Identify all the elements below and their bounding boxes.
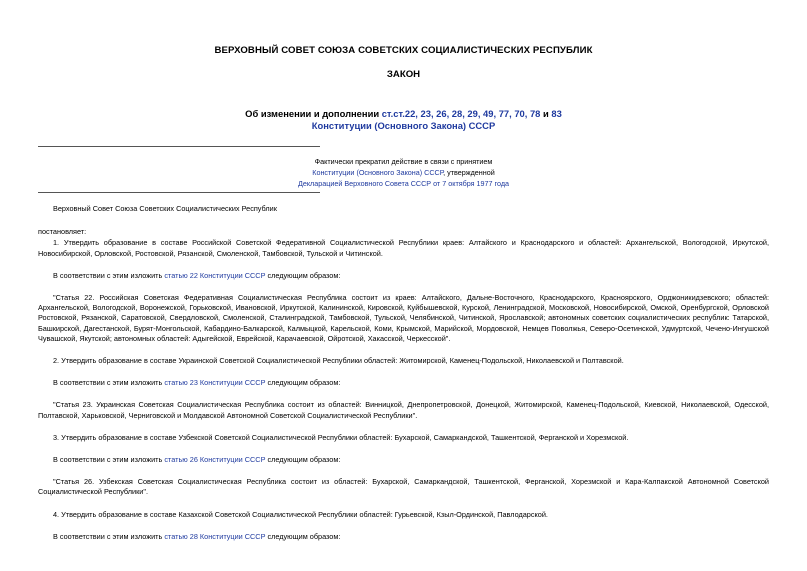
accord-paragraph-22 bbox=[38, 271, 769, 281]
notice-constitution-link[interactable]: Конституции (Основного Закона) СССР bbox=[312, 168, 444, 177]
article-28-link[interactable]: статью 28 Конституции СССР bbox=[164, 531, 266, 541]
resolves-paragraph: постановляет: bbox=[38, 227, 87, 237]
item-3-paragraph: 3. Утвердить образование в составе Узбекской Советской Социалистической Республики областей: Бухарской, Самаркандской, Ташкентской, Ферганской и Хорезмской. bbox=[53, 432, 629, 442]
subject-article-83-link[interactable]: 83 bbox=[551, 108, 562, 119]
item-4-paragraph: 4. Утвердить образование в составе Казахской Советской Социалистической Республики областей: Гурьевской, Кзыл-Ординской, Павлодарской. bbox=[53, 509, 548, 519]
accord-suffix: следующим образом: bbox=[267, 531, 341, 541]
accord-prefix: В соответствии с этим изложить bbox=[53, 455, 163, 465]
notice-line-3 bbox=[38, 178, 769, 189]
accord-paragraph-28 bbox=[38, 532, 769, 542]
document-body bbox=[38, 204, 769, 542]
accord-suffix: следующим образом: bbox=[267, 455, 341, 465]
document-subject bbox=[38, 108, 769, 132]
accord-paragraph-26 bbox=[38, 455, 769, 465]
subject-and: и bbox=[543, 108, 549, 119]
accord-suffix: следующим образом: bbox=[267, 378, 341, 388]
subject-articles-link[interactable]: ст.ст.22, 23, 26, 28, 29, 49, 77, 70, 78 bbox=[381, 108, 541, 119]
notice-declaration-link[interactable]: Декларацией Верховного Совета СССР от 7 октября 1977 года bbox=[297, 179, 510, 188]
accord-prefix: В соответствии с этим изложить bbox=[53, 270, 163, 280]
article-26-link[interactable]: статью 26 Конституции СССР bbox=[164, 455, 266, 465]
article-22-text: "Статья 22. Российская Советская Федеративная Социалистическая Республика состоит из краев: Алтайского, Дальне-Восточного, Краснодарского, Красноярского, Орджоникидзевского; областей: Архангельской, Вологодской, Воронежской, Горьковской, Ивановской, Иркутской, Калининской, Кировской, Куйбышевской, Курской, Ленинградской, Московской, Новосибирской, Омской, Оренбургской, Орловской Ростовской, Рязанской, Саратовской, Свердловской, Смоленской, Сталинградской, Тамбовской, Тульской, Челябинской, Читинской, Ярославской; автономных советских социалистических республик: Татарской, Башкирской, Дагестанской, Бурят-Монгольской, Кабардино-Балкарской, Калмыцкой, Карельской, Коми, Крымской, Марийской, Мордовской, Немцев Поволжья, Северо-Осетинской, Удмуртской, Чечено-Ингушской Чувашской, Якутской; автономных областей: Адыгейской, Еврейской, Карачаевской, Ойротской, Хакасской, Черкесской". bbox=[38, 293, 769, 343]
subject-constitution-link[interactable]: Конституции (Основного Закона) СССР bbox=[311, 120, 496, 131]
notice-line: Фактически прекратил действие в связи с принятием bbox=[314, 157, 493, 166]
item-2-paragraph: 2. Утвердить образование в составе Украинской Советской Социалистической Республики областей: Житомирской, Каменец-Подольской, Николаевской и Полтавской. bbox=[53, 356, 624, 366]
article-23-text: "Статья 23. Украинская Советская Социалистическая Республика состоит из областей: Винницкой, Днепропетровской, Донецкой, Житомирской, Каменец-Подольской, Киевской, Николаевской, Одесской, Полтавской, Харьковской, Черниговской и Молдавской Автономной Советской Социалистической Республики". bbox=[38, 400, 769, 420]
divider-top bbox=[38, 146, 320, 147]
divider-bottom bbox=[38, 192, 320, 193]
intro-paragraph: Верховный Совет Союза Советских Социалистических Республик bbox=[53, 204, 277, 213]
article-26-text: "Статья 26. Узбекская Советская Социалистическая Республика состоит из областей: Бухарской, Самаркандской, Ташкентской, Ферганской, Хорезмской и Кара-Калпакской Автономной Советской Социалистической Республики". bbox=[38, 477, 769, 497]
notice-approved-text: , утвержденной bbox=[443, 168, 495, 177]
document-type: ЗАКОН bbox=[386, 69, 421, 80]
validity-notice bbox=[38, 156, 769, 189]
article-23-link[interactable]: статью 23 Конституции СССР bbox=[164, 378, 266, 388]
article-22-link[interactable]: статью 22 Конституции СССР bbox=[164, 270, 266, 280]
document-authority: ВЕРХОВНЫЙ СОВЕТ СОЮЗА СОВЕТСКИХ СОЦИАЛИСТИЧЕСКИХ РЕСПУБЛИК bbox=[214, 45, 593, 56]
accord-prefix: В соответствии с этим изложить bbox=[53, 378, 163, 388]
subject-prefix: Об изменении и дополнении bbox=[245, 108, 380, 119]
accord-prefix: В соответствии с этим изложить bbox=[53, 531, 163, 541]
accord-paragraph-23 bbox=[38, 378, 769, 388]
accord-suffix: следующим образом: bbox=[267, 270, 341, 280]
item-1-paragraph: 1. Утвердить образование в составе Российской Советской Федеративной Социалистической Республики краев: Алтайского и Краснодарского и областей: Архангельской, Вологодской, Иркутской, Новосибирской, Орловской, Ростовской, Рязанской, Смоленской, Тамбовской, Тульской и Читинской. bbox=[38, 238, 769, 258]
notice-line-2 bbox=[38, 167, 769, 178]
